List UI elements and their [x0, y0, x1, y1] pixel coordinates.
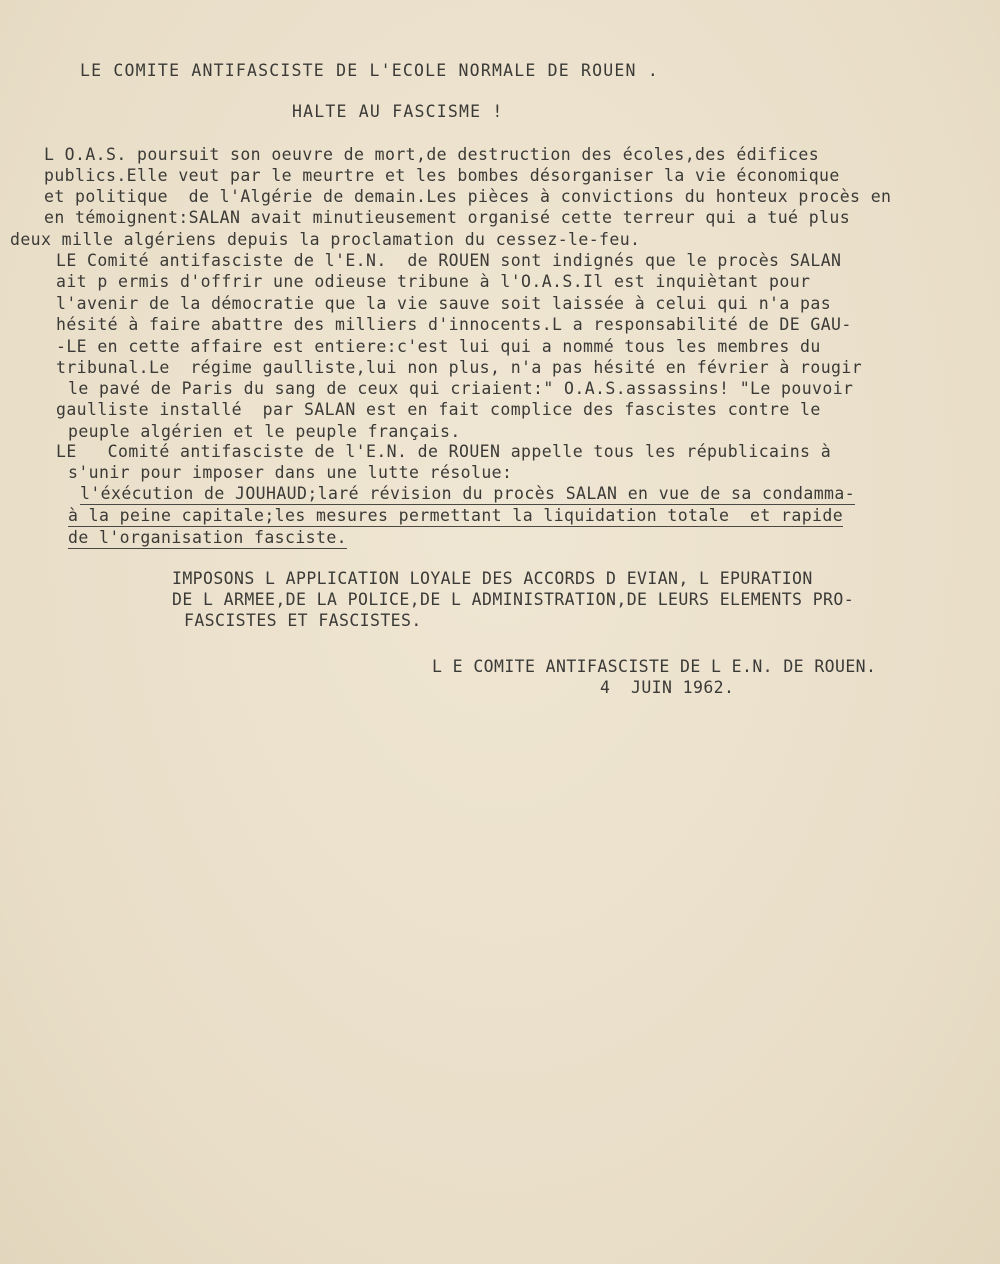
body-line: LE Comité antifasciste de l'E.N. de ROUEN sont indignés que le procès SALAN	[56, 251, 842, 270]
body-line: en témoignent:SALAN avait minutieusement organisé cette terreur qui a tué plus	[44, 208, 851, 227]
body-line: -LE en cette affaire est entiere:c'est lui qui a nommé tous les membres du	[56, 337, 821, 356]
appeal-line: FASCISTES ET FASCISTES.	[184, 611, 422, 630]
appeal-line: IMPOSONS L APPLICATION LOYALE DES ACCORDS D EVIAN, L EPURATION	[172, 569, 813, 588]
body-line: hésité à faire abattre des milliers d'innocents.L a responsabilité de DE GAU-	[56, 315, 852, 334]
body-line: tribunal.Le régime gaulliste,lui non plus, n'a pas hésité en février à rougir	[56, 358, 863, 377]
demand-line: à la peine capitale;les mesures permettant la liquidation totale et rapide	[68, 506, 844, 525]
demand-line: l'éxécution de JOUHAUD;laré révision du procès SALAN en vue de sa condamma-	[80, 484, 856, 503]
body-line: LE Comité antifasciste de l'E.N. de ROUEN appelle tous les républicains à	[56, 442, 832, 461]
body-line: le pavé de Paris du sang de ceux qui criaient:" O.A.S.assassins! "Le pouvoir	[68, 379, 854, 398]
body-line: s'unir pour imposer dans une lutte résolue:	[68, 463, 513, 482]
document-subtitle: HALTE AU FASCISME !	[292, 102, 504, 121]
body-line: L O.A.S. poursuit son oeuvre de mort,de destruction des écoles,des édifices	[44, 145, 820, 164]
body-line: publics.Elle veut par le meurtre et les bombes désorganiser la vie économique	[44, 166, 840, 185]
appeal-line: DE L ARMEE,DE LA POLICE,DE L ADMINISTRATION,DE LEURS ELEMENTS PRO-	[172, 590, 855, 609]
body-line: deux mille algériens depuis la proclamation du cessez-le-feu.	[10, 230, 641, 249]
document-title: LE COMITE ANTIFASCISTE DE L'ECOLE NORMALE DE ROUEN .	[80, 61, 659, 80]
body-line: ait p ermis d'offrir une odieuse tribune à l'O.A.S.Il est inquiètant pour	[56, 272, 811, 291]
body-line: l'avenir de la démocratie que la vie sauve soit laissée à celui qui n'a pas	[56, 294, 832, 313]
body-line: gaulliste installé par SALAN est en fait complice des fascistes contre le	[56, 400, 821, 419]
body-line: et politique de l'Algérie de demain.Les pièces à convictions du honteux procès en	[44, 187, 892, 206]
body-line: peuple algérien et le peuple français.	[68, 422, 461, 441]
signature-name: L E COMITE ANTIFASCISTE DE L E.N. DE ROUEN.	[432, 657, 877, 676]
demand-line: de l'organisation fasciste.	[68, 528, 348, 547]
signature-date: 4 JUIN 1962.	[600, 678, 735, 697]
